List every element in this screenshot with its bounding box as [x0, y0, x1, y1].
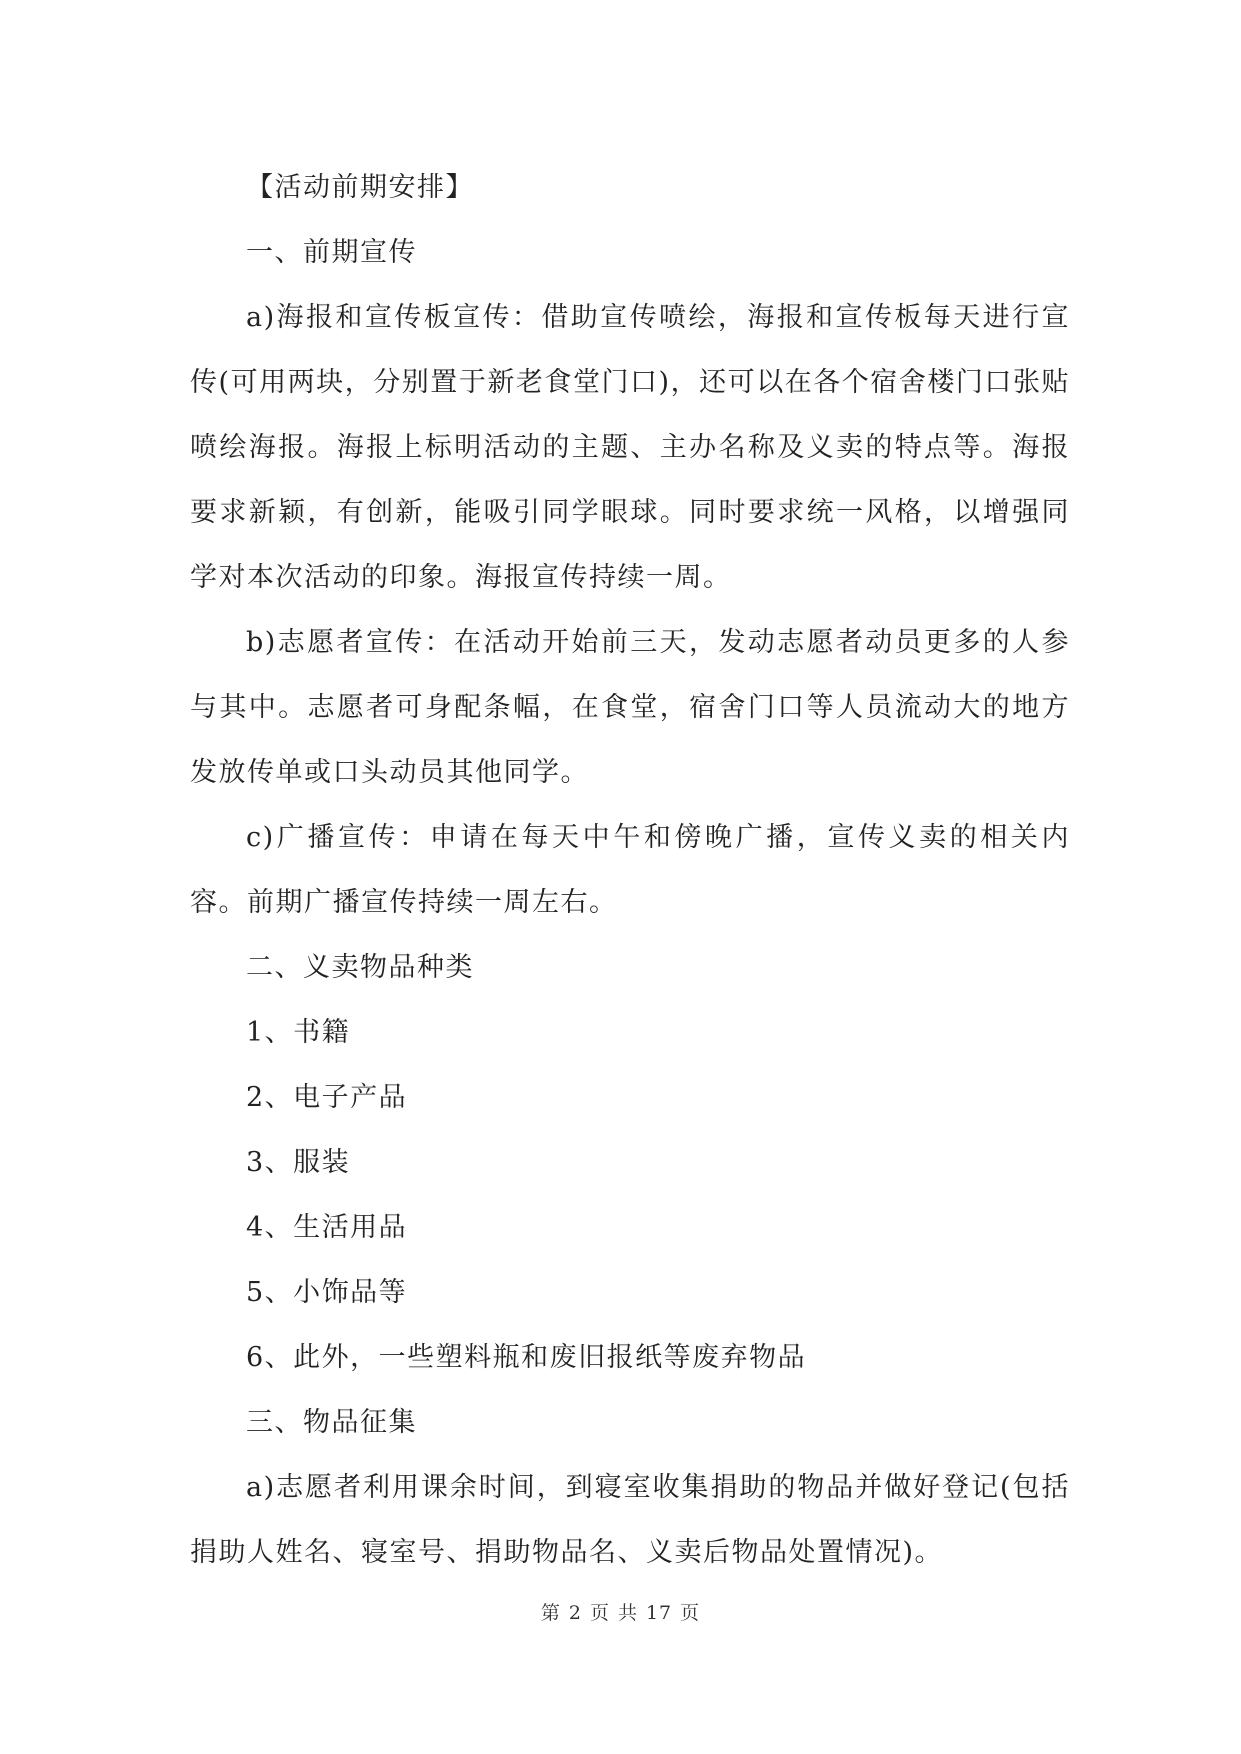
page-number-total: 17: [645, 1602, 673, 1624]
list-item: 4、生活用品: [246, 1212, 408, 1243]
paragraph-broadcast-publicity: c)广播宣传：申请在每天中午和傍晚广播，宣传义卖的相关内容。前期广播宣传持续一周左右。: [190, 822, 1070, 918]
paragraph-poster-publicity: a)海报和宣传板宣传：借助宣传喷绘，海报和宣传板每天进行宣传(可用两块，分别置于新老食堂门口)，还可以在各个宿舍楼门口张贴喷绘海报。海报上标明活动的主题、主办名称及义卖的特点等。海报要求新颖，有创新，能吸引同学眼球。同时要求统一风格，以增强同学对本次活动的印象。海报宣传持续一周。: [190, 302, 1070, 593]
section-heading-publicity: 一、前期宣传: [246, 237, 417, 268]
section-heading-item-types: 二、义卖物品种类: [246, 952, 474, 983]
document-body: [190, 155, 1070, 1585]
page-total-unit: 页: [680, 1602, 701, 1624]
page-total-prefix: 共: [617, 1602, 638, 1624]
list-item: 5、小饰品等: [246, 1277, 408, 1308]
page-number-current: 2: [568, 1602, 582, 1624]
list-item: 2、电子产品: [246, 1082, 408, 1113]
page-number-unit: 页: [589, 1602, 610, 1624]
paragraph-volunteer-publicity: b)志愿者宣传：在活动开始前三天，发动志愿者动员更多的人参与其中。志愿者可身配条幅，在食堂，宿舍门口等人员流动大的地方发放传单或口头动员其他同学。: [190, 627, 1070, 788]
page-number-prefix: 第: [540, 1602, 561, 1624]
section-title: 【活动前期安排】: [246, 172, 474, 203]
list-item: 1、书籍: [246, 1017, 351, 1048]
page-footer: [0, 1598, 1241, 1625]
list-item: 3、服装: [246, 1147, 351, 1178]
paragraph-collection: a)志愿者利用课余时间，到寝室收集捐助的物品并做好登记(包括捐助人姓名、寝室号、捐助物品名、义卖后物品处置情况)。: [190, 1472, 1070, 1568]
list-item: 6、此外，一些塑料瓶和废旧报纸等废弃物品: [246, 1342, 807, 1373]
section-heading-item-collection: 三、物品征集: [246, 1407, 417, 1438]
